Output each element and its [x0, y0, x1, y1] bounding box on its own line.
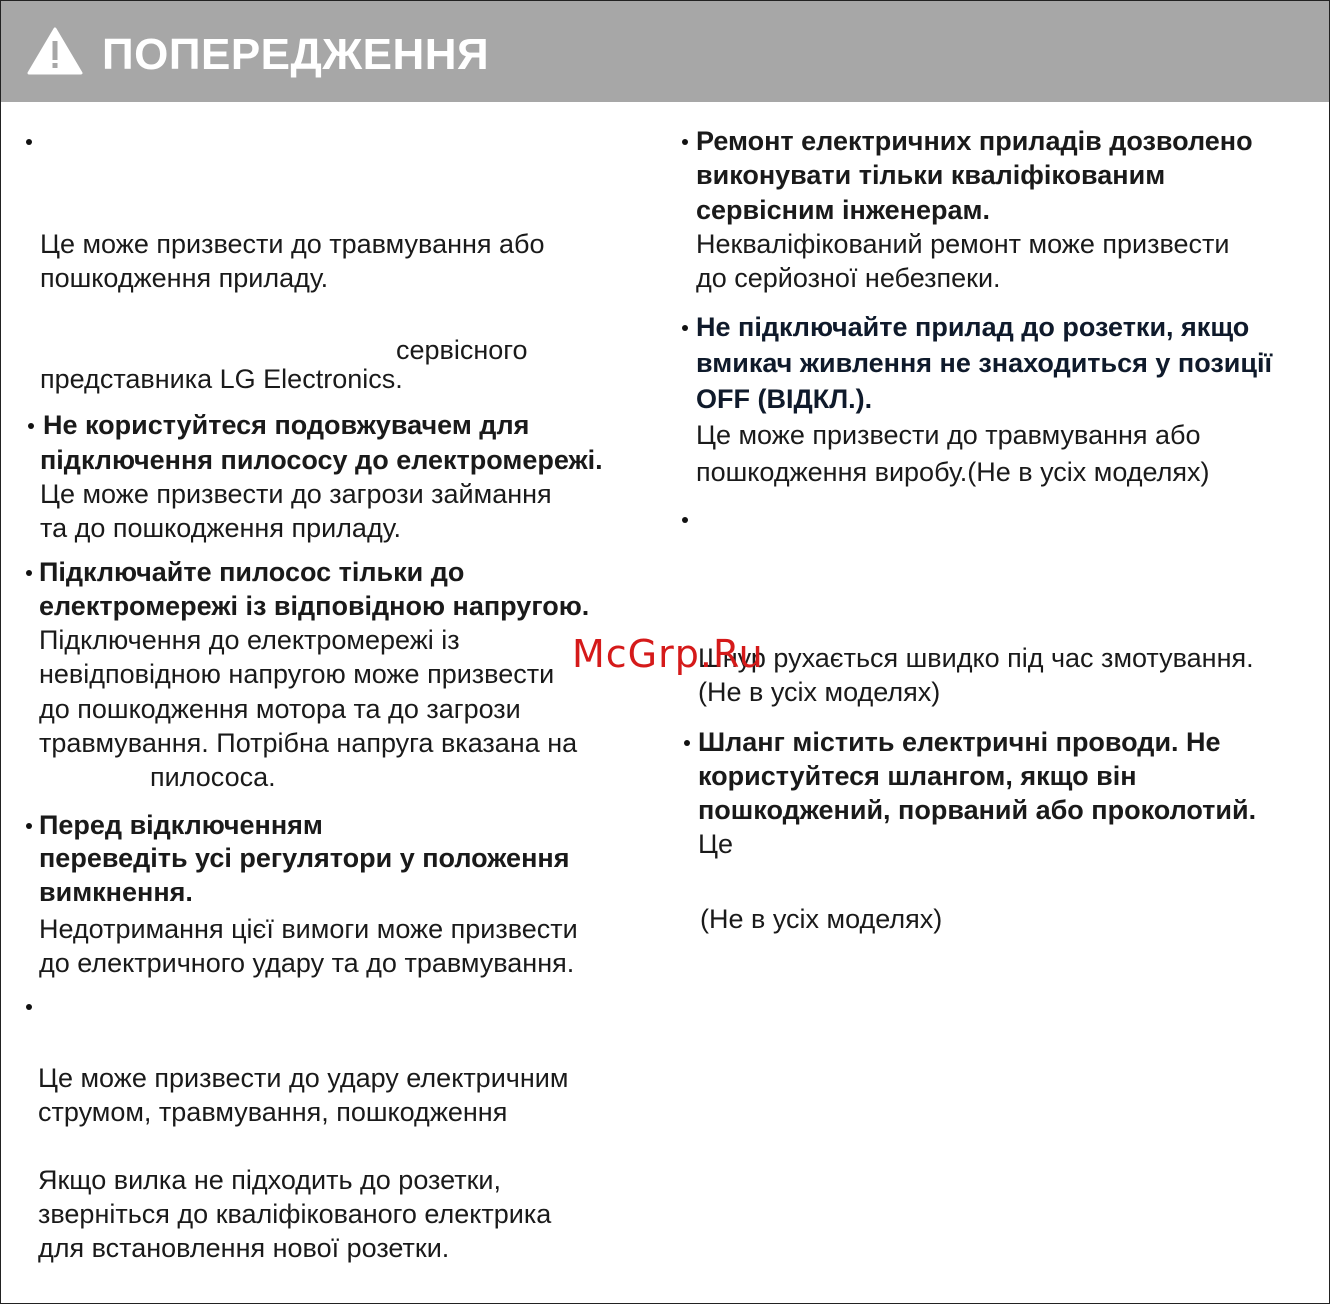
bullet [684, 740, 690, 746]
bold-text: Перед відключенням [39, 810, 323, 840]
body-text: невідповідною напругою може призвести [39, 659, 555, 689]
bullet [682, 139, 688, 145]
body-text: (Не в усіх моделях) [698, 677, 941, 707]
body-text: для встановлення нової розетки. [38, 1233, 450, 1263]
body-text: зверніться до кваліфікованого електрика [38, 1199, 552, 1229]
body-text: представника LG Electronics. [40, 364, 403, 394]
warning-triangle-icon [27, 27, 83, 75]
body-text: Некваліфікований ремонт може призвести [696, 229, 1230, 259]
body-text: до серйозної небезпеки. [696, 263, 1001, 293]
body-text: Недотримання цієї вимоги може призвести [39, 914, 578, 944]
warning-header [1, 1, 1329, 102]
body-text: та до пошкодження приладу. [40, 513, 402, 543]
bold-text: Не користуйтеся подовжувачем для [43, 410, 530, 440]
body-text: Підключення до електромережі із [39, 625, 460, 655]
bold-text: сервісним інженерам. [696, 195, 990, 225]
bullet [26, 823, 32, 829]
bold-text: OFF (ВІДКЛ.). [696, 384, 873, 414]
body-text: Це може призвести до травмування або [696, 420, 1201, 450]
body-text: сервісного [396, 335, 528, 365]
body-text: Це може призвести до удару електричним [38, 1063, 569, 1093]
body-text: Це може призвести до травмування або [40, 229, 545, 259]
bullet [682, 517, 688, 523]
bullet [26, 139, 32, 145]
bold-text: пошкоджений, порваний або проколотий. [698, 795, 1257, 825]
bold-text: Ремонт електричних приладів дозволено [696, 126, 1253, 156]
body-text: травмування. Потрібна напруга вказана на [39, 728, 578, 758]
body-text: Це може призвести до загрози займання [40, 479, 552, 509]
body-text: Це [698, 829, 733, 859]
body-text: струмом, травмування, пошкодження [38, 1097, 508, 1127]
watermark: McGrp.Ru [572, 632, 764, 676]
body-text: пошкодження виробу.(Не в усіх моделях) [696, 457, 1210, 487]
body-text: до пошкодження мотора та до загрози [39, 694, 521, 724]
bold-text: вмикач живлення не знаходиться у позиції [696, 348, 1273, 378]
bold-text: переведіть усі регулятори у положення [39, 843, 570, 873]
bullet [26, 1004, 32, 1010]
bold-text: Шланг містить електричні проводи. Не [698, 727, 1221, 757]
body-text: до електричного удару та до травмування. [39, 948, 575, 978]
bold-text: електромережі із відповідною напругою. [39, 591, 590, 621]
bold-text: виконувати тільки кваліфікованим [696, 160, 1166, 190]
body-text: Якщо вилка не підходить до розетки, [38, 1165, 501, 1195]
body-text: (Не в усіх моделях) [700, 904, 943, 934]
body-text: пилососа. [150, 762, 276, 792]
bullet [26, 570, 32, 576]
bold-text: підключення пилососу до електромережі. [40, 445, 603, 475]
bullet [28, 423, 34, 429]
bold-text: Не підключайте прилад до розетки, якщо [696, 312, 1250, 342]
bold-text: користуйтеся шлангом, якщо він [698, 761, 1137, 791]
page-title: ПОПЕРЕДЖЕННЯ [102, 30, 490, 79]
bullet [682, 325, 688, 331]
body-text: Шнур рухається швидко під час змотування. [698, 643, 1254, 673]
bold-text: вимкнення. [39, 877, 193, 907]
body-text: пошкодження приладу. [40, 263, 329, 293]
bold-text: Підключайте пилосос тільки до [39, 557, 465, 587]
